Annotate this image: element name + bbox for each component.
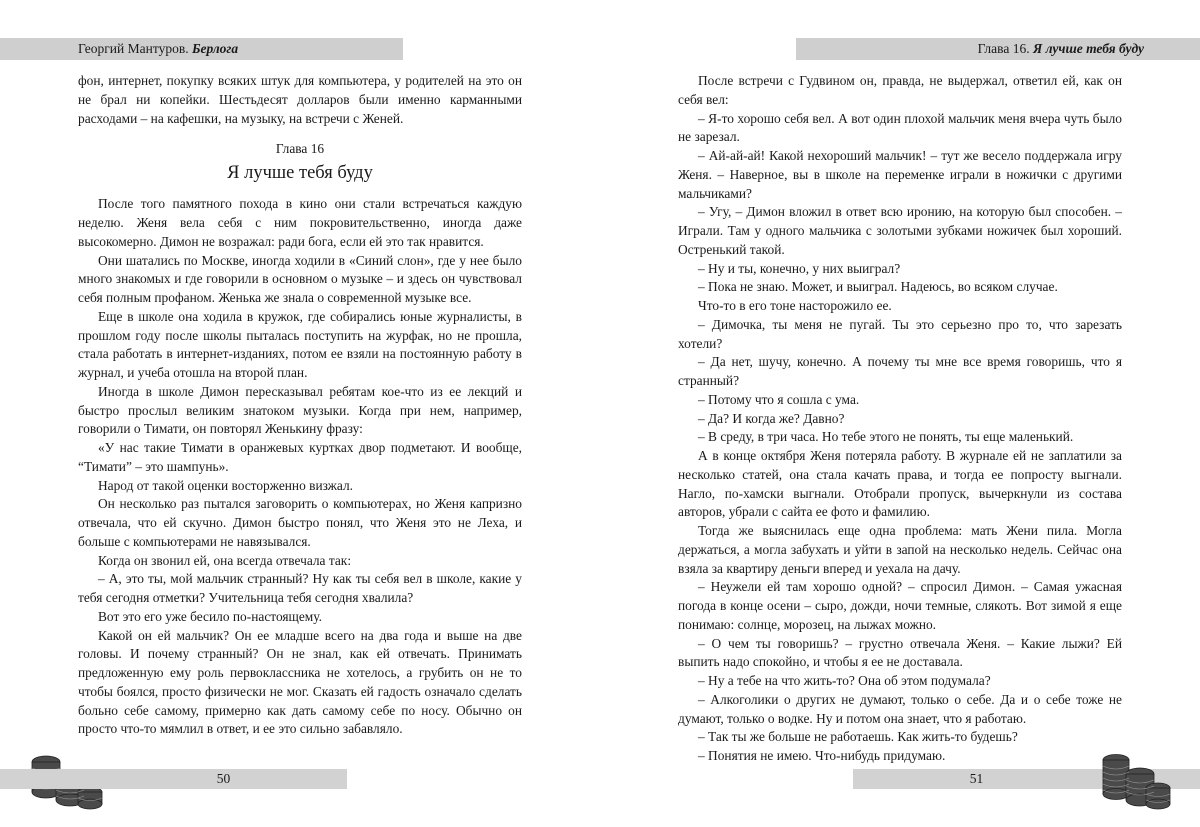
paragraph: – Пока не знаю. Может, и выиграл. Надеюсь, во всяком случае. xyxy=(698,279,1058,295)
header-chapter-title: Я лучше тебя буду xyxy=(1032,41,1144,56)
paragraph: – Димочка, ты меня не пугай. Ты это серьезно про то, что зарезать хотели? xyxy=(678,316,1122,351)
coin-stack-icon xyxy=(1094,748,1174,812)
paragraph: А в конце октября Женя потеряла работу. В журнале ей не заплатили за несколько статей, она стала качать права, и тогда ее попросту выгнали. Нагло, по-хамски выгнали. Отобрали пропуск, вычеркнули из состава авторов, убрали с сайта ее фото и фамилию. xyxy=(678,448,1122,520)
paragraph: – Алкоголики о других не думают, только о себе. Да и о себе тоже не думают, только о водке. Ну и потом она знает, что я работаю. xyxy=(678,691,1122,726)
paragraph: – Понятия не имею. Что-нибудь придумаю. xyxy=(698,748,946,763)
paragraph: После встречи с Гудвином он, правда, не выдержал, ответил ей, как он себя вел: xyxy=(678,73,1122,107)
header-book-title: Берлога xyxy=(191,41,239,56)
paragraph: Что-то в его тоне насторожило ее. xyxy=(698,298,892,313)
paragraph: – Потому что я сошла с ума. xyxy=(698,391,860,407)
paragraph: – Так ты же больше не работаешь. Как жить-то будешь? xyxy=(698,729,1018,745)
paragraph: После того памятного похода в кино они стали встречаться каждую неделю. Женя вела себя с ним покровительственно, иногда даже высокомерно. Димон не возражал: ради бога, если ей это так нравится. xyxy=(78,196,522,249)
paragraph: – Угу, – Димон вложил в ответ всю иронию, на которую был способен. – Играли. Там у одного мальчика с золотыми зубками ножичек был хороший. Остренький такой. xyxy=(678,204,1122,257)
paragraph: – В среду, в три часа. Но тебе этого не понять, ты еще маленький. xyxy=(698,429,1074,445)
chapter-label: Глава 16 xyxy=(275,141,325,157)
paragraph: – Я-то хорошо себя вел. А вот один плохой мальчик меня вчера чуть было не зарезал. xyxy=(678,110,1122,145)
paragraph: Еще в школе она ходила в кружок, где собирались юные журналисты, в прошлом году после школы пыталась поступить на журфак, но не прошла, стала работать в интернет-изданиях, потом ее взяли на постоянную работу в журнал, и учеба отошла на второй план. xyxy=(78,308,522,380)
header-chapter: Глава 16. xyxy=(977,41,1030,56)
header-author: Георгий Мантуров. xyxy=(78,41,189,56)
paragraph: Когда он звонил ей, она всегда отвечала так: xyxy=(98,552,352,568)
paragraph: Они шатались по Москве, иногда ходили в «Синий слон», где у нее было много знакомых и где говорили в основном о музыке – и здесь он чувствовал себя полным профаном. Женька же знала о современной музыке все. xyxy=(78,252,522,305)
paragraph: – Да нет, шучу, конечно. А почему ты мне все время говоришь, что я странный? xyxy=(678,354,1122,388)
right-page xyxy=(600,0,1200,827)
page-number-left: 50 xyxy=(0,769,347,789)
paragraph: «У нас такие Тимати в оранжевых куртках двор подметают. И вообще, “Тимати” – это шампунь». xyxy=(78,440,522,474)
paragraph: – Ну и ты, конечно, у них выиграл? xyxy=(698,260,901,276)
intro-paragraph: фон, интернет, покупку всяких штук для компьютера, у родителей на это он не брал ни копейки. Шестьдесят долларов были именно карманными расходами – на кафешки, на музыку, на встречи с Женей. xyxy=(78,73,522,126)
paragraph: – Ну а тебе на что жить-то? Она об этом подумала? xyxy=(698,673,991,688)
paragraph: – Неужели ей там хорошо одной? – спросил Димон. – Самая ужасная погода в конце осени – сыро, дожди, ночи темные, слякоть. Вот зимой я еще понимаю: солнце, морозец, на лыжах можно. xyxy=(678,579,1122,632)
paragraph: – Да? И когда же? Давно? xyxy=(698,410,845,426)
paragraph: – Ай-ай-ай! Какой нехороший мальчик! – тут же весело поддержала игру Женя. – Наверное, вы в школе на переменке играли в ножички с другими мальчиками? xyxy=(678,148,1122,201)
paragraph: – А, это ты, мой мальчик странный? Ну как ты себя вел в школе, какие у тебя сегодня отметки? Учительница тебя сегодня хвалила? xyxy=(78,571,522,605)
paragraph: Он несколько раз пытался заговорить о компьютерах, но Женя капризно отвечала, что ей скучно. Димон быстро понял, что Женя это не Леха, и больше с компьютерами не навязывался. xyxy=(78,496,522,549)
paragraph: – О чем ты говоришь? – грустно отвечала Женя. – Какие лыжи? Ей выпить надо спокойно, и чтобы я ее не доставала. xyxy=(678,635,1122,670)
running-header-right xyxy=(796,38,1200,60)
paragraph: Народ от такой оценки восторженно визжал. xyxy=(98,477,354,493)
paragraph: Иногда в школе Димон пересказывал ребятам кое-что из ее лекций и быстро прослыл великим знатоком музыки. Когда при нем, например, говорили о Тимати, он повторял Женькину фразу: xyxy=(78,383,522,437)
right-page-text xyxy=(678,72,1122,766)
paragraph: Тогда же выяснилась еще одна проблема: мать Жени пила. Могла держаться, а могла забухать и уйти в запой на несколько недель. Сейчас она взяла за квартиру деньги вперед и уехала на дачу. xyxy=(678,523,1122,576)
chapter-title: Я лучше тебя буду xyxy=(227,163,373,184)
running-header-left xyxy=(0,38,403,60)
left-page-text xyxy=(78,72,522,739)
paragraph: Какой он ей мальчик? Он ее младше всего на два года и выше на две головы. И почему странный? Он не знал, как ей отвечать. Принимать предложенную ему роль первоклассника не хотелось, а грубить он не то чтобы боялся, просто физически не мог. Сказать ей гадость означало сделать больно себе самому, примерно как дать самому себе по носу. Обычно он просто что-то мямлил в ответ, и ее это сильно забавляло. xyxy=(78,627,522,737)
paragraph: Вот это его уже бесило по-настоящему. xyxy=(98,608,322,624)
page-number-right: 51 xyxy=(853,769,1200,789)
